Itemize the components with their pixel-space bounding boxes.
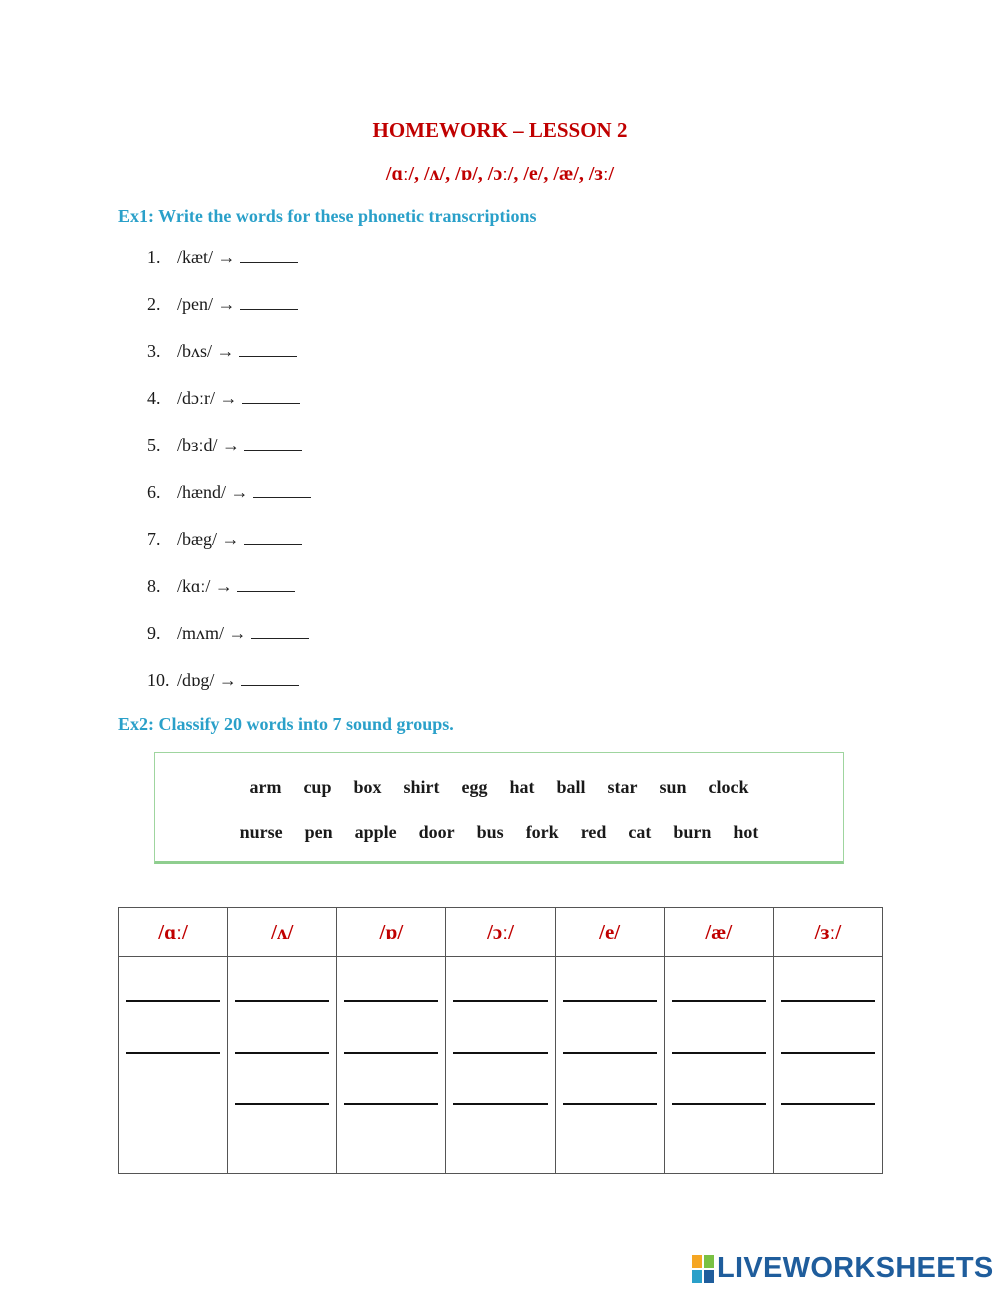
word-bank-word: bus bbox=[476, 822, 504, 842]
liveworksheets-logo-text: LIVEWORKSHEETS bbox=[717, 1252, 994, 1284]
word-bank-word: box bbox=[353, 777, 382, 797]
question-number: 5. bbox=[147, 435, 161, 455]
question-phonetic: /bɜːd/ → bbox=[177, 435, 241, 455]
answer-line[interactable] bbox=[344, 1052, 438, 1054]
answer-blank[interactable] bbox=[244, 526, 302, 545]
question-phonetic: /mʌm/ → bbox=[177, 623, 247, 643]
answer-line[interactable] bbox=[126, 1000, 220, 1002]
sound-header-row bbox=[119, 908, 883, 957]
question-item bbox=[147, 244, 311, 291]
sound-answer-cell bbox=[555, 957, 664, 1174]
question-phonetic: /pen/ → bbox=[177, 294, 236, 314]
sound-answer-row bbox=[119, 957, 883, 1174]
word-bank-word: arm bbox=[249, 777, 282, 797]
question-phonetic: /dɔːr/ → bbox=[177, 388, 238, 408]
question-number: 10. bbox=[147, 670, 170, 690]
answer-line[interactable] bbox=[344, 1000, 438, 1002]
word-bank-word: hat bbox=[509, 777, 535, 797]
answer-blank[interactable] bbox=[251, 620, 309, 639]
ex1-question-list bbox=[147, 244, 311, 714]
question-phonetic: /kæt/ → bbox=[177, 247, 236, 267]
answer-blank[interactable] bbox=[237, 573, 295, 592]
question-item bbox=[147, 432, 311, 479]
sound-header-aw: /ɔː/ bbox=[446, 908, 555, 957]
liveworksheets-logo[interactable] bbox=[692, 1252, 994, 1286]
sound-answer-cell bbox=[119, 957, 228, 1174]
sound-groups-table bbox=[118, 907, 883, 1174]
answer-blank[interactable] bbox=[240, 244, 298, 263]
sound-answer-cell bbox=[337, 957, 446, 1174]
answer-line[interactable] bbox=[453, 1103, 547, 1105]
sound-header-uh: /ʌ/ bbox=[228, 908, 337, 957]
sound-answer-cell bbox=[664, 957, 773, 1174]
answer-line[interactable] bbox=[672, 1000, 766, 1002]
question-item bbox=[147, 526, 311, 573]
question-item bbox=[147, 620, 311, 667]
word-bank-word: cup bbox=[303, 777, 332, 797]
sound-header-ae: /æ/ bbox=[664, 908, 773, 957]
sound-header-er: /ɜː/ bbox=[773, 908, 882, 957]
word-bank-row bbox=[155, 777, 843, 798]
question-item bbox=[147, 573, 311, 620]
answer-line[interactable] bbox=[563, 1000, 657, 1002]
answer-blank[interactable] bbox=[242, 385, 300, 404]
question-number: 7. bbox=[147, 529, 161, 549]
answer-line[interactable] bbox=[672, 1052, 766, 1054]
sound-answer-cell bbox=[228, 957, 337, 1174]
liveworksheets-logo-icon bbox=[692, 1255, 714, 1283]
page-subtitle: /ɑː/, /ʌ/, /ɒ/, /ɔː/, /e/, /æ/, /ɜː/ bbox=[385, 163, 615, 185]
sound-header-aa: /ɑː/ bbox=[119, 908, 228, 957]
sound-header-o: /ɒ/ bbox=[337, 908, 446, 957]
question-phonetic: /kɑː/ → bbox=[177, 576, 233, 596]
answer-blank[interactable] bbox=[240, 291, 298, 310]
answer-line[interactable] bbox=[235, 1103, 329, 1105]
word-bank-word: fork bbox=[525, 822, 559, 842]
sound-answer-cell bbox=[446, 957, 555, 1174]
question-item bbox=[147, 338, 311, 385]
answer-blank[interactable] bbox=[253, 479, 311, 498]
word-bank-word: shirt bbox=[403, 777, 440, 797]
answer-line[interactable] bbox=[126, 1052, 220, 1054]
question-phonetic: /bæg/ → bbox=[177, 529, 240, 549]
sound-header-e: /e/ bbox=[555, 908, 664, 957]
answer-blank[interactable] bbox=[244, 432, 302, 451]
answer-line[interactable] bbox=[781, 1052, 875, 1054]
answer-line[interactable] bbox=[453, 1052, 547, 1054]
word-bank-word: pen bbox=[304, 822, 333, 842]
word-bank-word: burn bbox=[673, 822, 712, 842]
question-item bbox=[147, 479, 311, 526]
question-item bbox=[147, 667, 311, 714]
answer-blank[interactable] bbox=[241, 667, 299, 686]
word-bank-word: cat bbox=[628, 822, 652, 842]
answer-line[interactable] bbox=[563, 1052, 657, 1054]
question-number: 9. bbox=[147, 623, 161, 643]
question-item bbox=[147, 385, 311, 432]
word-bank-word: apple bbox=[354, 822, 397, 842]
word-bank-word: ball bbox=[556, 777, 586, 797]
answer-blank[interactable] bbox=[239, 338, 297, 357]
answer-line[interactable] bbox=[453, 1000, 547, 1002]
ex1-heading: Ex1: Write the words for these phonetic transcriptions bbox=[118, 206, 537, 226]
question-number: 8. bbox=[147, 576, 161, 596]
question-phonetic: /dɒg/ → bbox=[177, 670, 237, 690]
answer-line[interactable] bbox=[235, 1052, 329, 1054]
word-bank-word: star bbox=[607, 777, 638, 797]
word-bank-word: hot bbox=[733, 822, 759, 842]
answer-line[interactable] bbox=[563, 1103, 657, 1105]
word-bank-word: door bbox=[418, 822, 455, 842]
question-number: 4. bbox=[147, 388, 161, 408]
page-title: HOMEWORK – LESSON 2 bbox=[372, 118, 628, 142]
word-bank-word: egg bbox=[461, 777, 488, 797]
word-bank-box bbox=[154, 752, 844, 864]
question-phonetic: /bʌs/ → bbox=[177, 341, 235, 361]
ex2-heading: Ex2: Classify 20 words into 7 sound groups. bbox=[118, 714, 454, 734]
question-number: 3. bbox=[147, 341, 161, 361]
sound-answer-cell bbox=[773, 957, 882, 1174]
answer-line[interactable] bbox=[781, 1000, 875, 1002]
word-bank-word: red bbox=[580, 822, 607, 842]
word-bank-word: clock bbox=[708, 777, 749, 797]
answer-line[interactable] bbox=[344, 1103, 438, 1105]
word-bank-row bbox=[155, 822, 843, 843]
question-number: 1. bbox=[147, 247, 161, 267]
question-phonetic: /hænd/ → bbox=[177, 482, 249, 502]
question-item bbox=[147, 291, 311, 338]
word-bank-word: sun bbox=[659, 777, 687, 797]
word-bank-word: nurse bbox=[239, 822, 283, 842]
answer-line[interactable] bbox=[672, 1103, 766, 1105]
answer-line[interactable] bbox=[781, 1103, 875, 1105]
question-number: 2. bbox=[147, 294, 161, 314]
answer-line[interactable] bbox=[235, 1000, 329, 1002]
question-number: 6. bbox=[147, 482, 161, 502]
